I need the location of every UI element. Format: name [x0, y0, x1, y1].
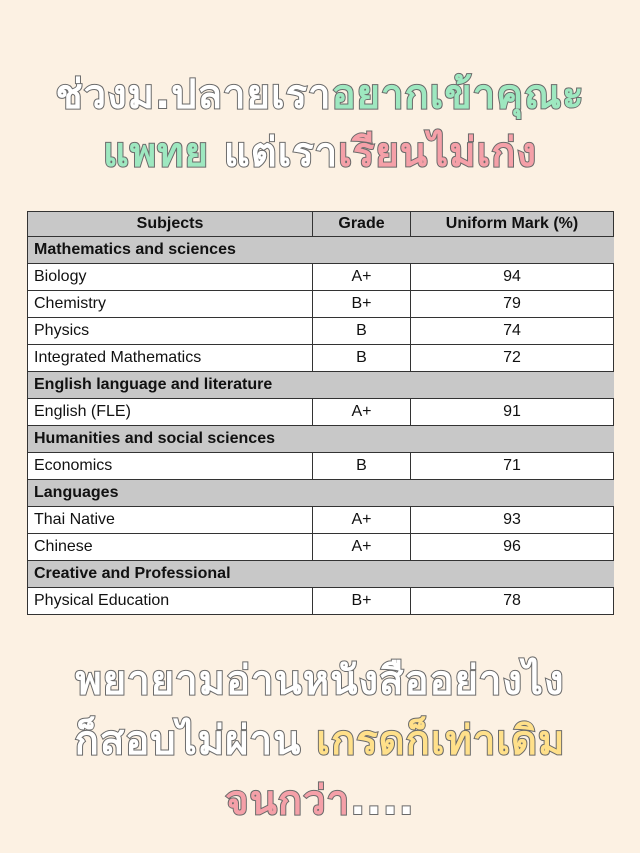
- subject-cell: Physical Education: [28, 588, 313, 615]
- headline-text-white-2: แต่เรา: [208, 130, 339, 176]
- mark-cell: 94: [411, 264, 614, 291]
- caption-text-white: พยายามอ่านหนังสืออย่างไง: [75, 658, 565, 704]
- table-row: [28, 399, 614, 426]
- table-row: [28, 507, 614, 534]
- headline-text-green-2: แพทย: [102, 130, 209, 176]
- section-row: [28, 561, 614, 588]
- headline-text-pink: เรียนไม่เก่ง: [338, 130, 538, 176]
- grade-cell: B: [313, 453, 411, 480]
- section-title: Creative and Professional: [28, 561, 614, 588]
- mark-cell: 96: [411, 534, 614, 561]
- grade-cell: B: [313, 345, 411, 372]
- subject-cell: Economics: [28, 453, 313, 480]
- table-row: [28, 345, 614, 372]
- caption-text-yellow: เกรดก็เท่าเดิม: [316, 718, 566, 764]
- grade-cell: B+: [313, 588, 411, 615]
- section-title: Humanities and social sciences: [28, 426, 614, 453]
- caption-text-white-2: ก็สอบไม่ผ่าน: [74, 718, 317, 764]
- section-title: Languages: [28, 480, 614, 507]
- headline-line-1: [0, 62, 640, 126]
- grades-table: [27, 211, 614, 615]
- grade-cell: A+: [313, 534, 411, 561]
- grade-cell: A+: [313, 264, 411, 291]
- section-row: [28, 372, 614, 399]
- mark-cell: 72: [411, 345, 614, 372]
- table-row: [28, 318, 614, 345]
- section-row: [28, 480, 614, 507]
- subject-cell: Thai Native: [28, 507, 313, 534]
- mark-cell: 93: [411, 507, 614, 534]
- header-subjects: Subjects: [28, 212, 313, 237]
- caption-text-pink: จนกว่า: [225, 778, 351, 824]
- subject-cell: Physics: [28, 318, 313, 345]
- grade-cell: A+: [313, 507, 411, 534]
- table-row: [28, 588, 614, 615]
- table-row: [28, 291, 614, 318]
- subject-cell: Chinese: [28, 534, 313, 561]
- section-row: [28, 426, 614, 453]
- table-row: [28, 534, 614, 561]
- mark-cell: 79: [411, 291, 614, 318]
- mark-cell: 74: [411, 318, 614, 345]
- grade-cell: B: [313, 318, 411, 345]
- mark-cell: 78: [411, 588, 614, 615]
- header-grade: Grade: [313, 212, 411, 237]
- caption-ellipsis: ....: [350, 778, 415, 824]
- caption-line-2: [0, 708, 640, 772]
- table-row: [28, 453, 614, 480]
- section-title: Mathematics and sciences: [28, 237, 614, 264]
- subject-cell: Chemistry: [28, 291, 313, 318]
- mark-cell: 71: [411, 453, 614, 480]
- headline-line-2: [0, 120, 640, 184]
- grade-cell: A+: [313, 399, 411, 426]
- header-uniform-mark: Uniform Mark (%): [411, 212, 614, 237]
- subject-cell: English (FLE): [28, 399, 313, 426]
- caption-line-1: [0, 648, 640, 712]
- subject-cell: Biology: [28, 264, 313, 291]
- subject-cell: Integrated Mathematics: [28, 345, 313, 372]
- headline-text-green: อยากเข้าคุณะ: [331, 72, 585, 118]
- grade-cell: B+: [313, 291, 411, 318]
- table-row: [28, 264, 614, 291]
- headline-text-white: ช่วงม.ปลายเรา: [55, 72, 332, 118]
- section-row: [28, 237, 614, 264]
- mark-cell: 91: [411, 399, 614, 426]
- section-title: English language and literature: [28, 372, 614, 399]
- caption-line-3: [0, 768, 640, 832]
- table-header-row: [28, 212, 614, 237]
